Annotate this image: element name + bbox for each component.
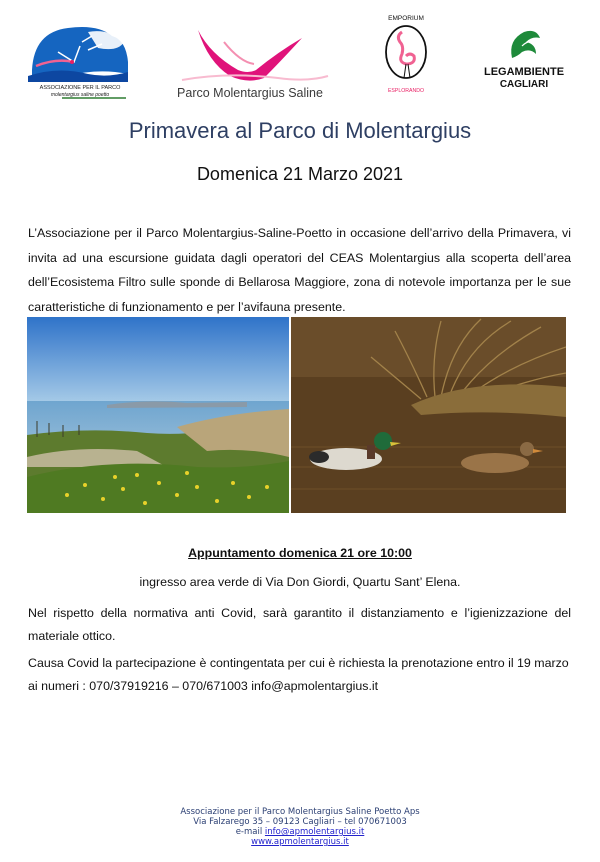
footer-org: Associazione per il Parco Molentargius Saline Poetto Aps xyxy=(180,807,420,817)
footer-website-link[interactable]: www.apmolentargius.it xyxy=(251,837,349,847)
appointment-time: Appuntamento domenica 21 ore 10:00 xyxy=(188,546,412,560)
legambiente-leaf-icon xyxy=(478,26,570,66)
footer-email-link[interactable]: info@apmolentargius.it xyxy=(264,827,365,837)
association-logo-line1: ASSOCIAZIONE PER IL PARCO xyxy=(39,85,121,91)
parco-logo-caption: Parco Molentargius Saline xyxy=(177,86,323,100)
footer-email-label: e-mail xyxy=(235,827,265,837)
ducks-photo xyxy=(291,317,566,513)
lagoon-landscape-photo xyxy=(27,317,289,513)
legambiente-city: CAGLIARI xyxy=(499,79,549,90)
meeting-location: ingresso area verde di Via Don Giordi, Quartu Sant’ Elena. xyxy=(139,575,461,589)
association-logo-line2: molentargius saline poetto xyxy=(50,92,110,98)
footer-address: Via Falzarego 35 – 09123 Cagliari – tel 070671003 xyxy=(193,817,407,827)
intro-paragraph: L’Associazione per il Parco Molentargius-Saline-Poetto in occasione dell’arrivo della Primavera, vi invita ad una escursione guidata dagli operatori del CEAS Molentargius alla scoperta dell’area dell’Ecosistema Filtro sulle sponde di Bellarosa Maggiore, zona di notevole importanza per le sue caratteristiche di funzionamento e per l’avifauna presente. xyxy=(28,226,571,314)
legambiente-logo xyxy=(478,26,570,90)
emporium-flamingo-logo xyxy=(380,12,432,96)
legambiente-name: LEGAMBIENTE xyxy=(483,66,565,78)
footer-email-line xyxy=(0,827,600,837)
booking-contacts: ai numeri : 070/37919216 – 070/671003 info@apmolentargius.it xyxy=(28,679,379,693)
parco-molentargius-logo xyxy=(168,22,332,102)
booking-text: Causa Covid la partecipazione è contingentata per cui è richiesta la prenotazione entro il 19 marzo xyxy=(28,656,569,670)
emporium-logo-bottom: ESPLORANDO xyxy=(387,88,425,94)
booking-info xyxy=(28,652,571,698)
association-logo xyxy=(28,22,132,100)
footer xyxy=(0,807,600,847)
event-date: Domenica 21 Marzo 2021 xyxy=(196,164,404,184)
page-title: Primavera al Parco di Molentargius xyxy=(128,118,472,143)
emporium-logo-top: EMPORIUM xyxy=(388,15,424,22)
covid-notice: Nel rispetto della normativa anti Covid, sarà garantito il distanziamento e l’igienizzazione del materiale ottico. xyxy=(28,606,571,643)
